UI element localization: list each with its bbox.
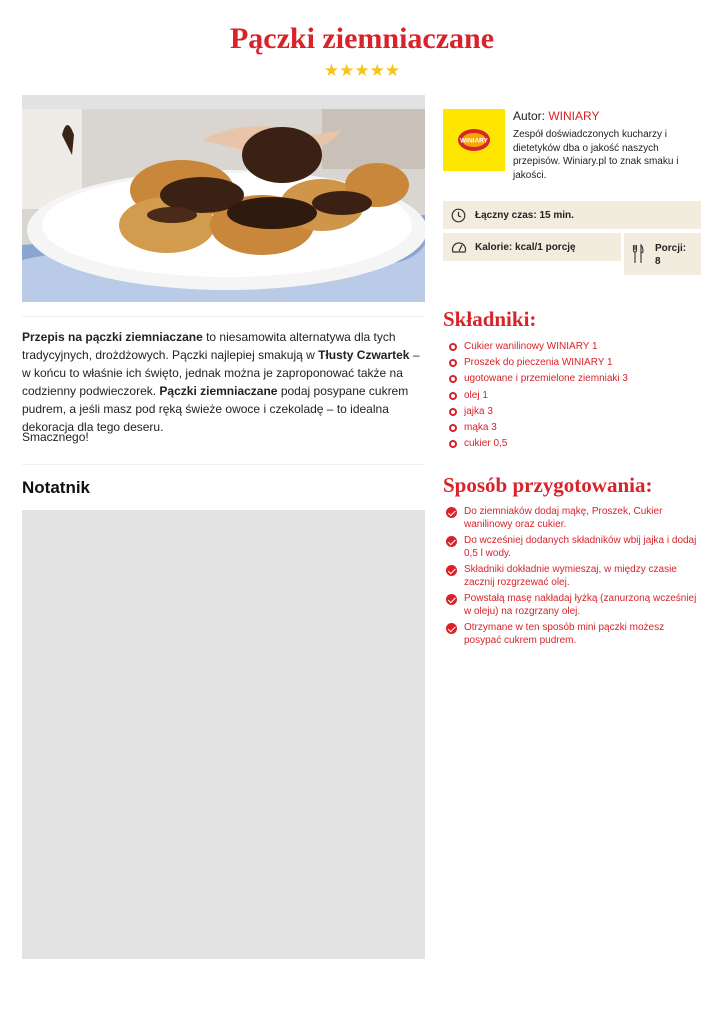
ingredient-item bbox=[449, 438, 628, 454]
star-icon: ★ bbox=[384, 61, 401, 80]
recipe-description bbox=[22, 328, 427, 436]
calories-text: Kalorie: kcal/1 porcję bbox=[475, 242, 576, 253]
step-item bbox=[446, 564, 704, 589]
description-text-2: – w końcu to właśnie ich święto, jednak można je zaproponować także na codzienny podwieczorek. bbox=[22, 348, 420, 398]
ingredient-text: Proszek do pieczenia WINIARY 1 bbox=[464, 357, 613, 369]
portions-value: 8 bbox=[655, 256, 661, 267]
divider bbox=[22, 464, 425, 465]
ingredient-item bbox=[449, 373, 628, 389]
ingredients-heading: Składniki: bbox=[443, 307, 537, 331]
bullet-icon bbox=[449, 359, 457, 367]
cutlery-icon bbox=[632, 244, 644, 264]
portions-box bbox=[624, 233, 701, 275]
steps-heading: Sposób przygotowania: bbox=[443, 473, 653, 497]
ingredient-item bbox=[449, 422, 628, 438]
author-description: Zespół doświadczonych kucharzy i dietetyków dba o jakość naszych przepisów. Winiary.pl to znak smaku i jakości. bbox=[513, 129, 679, 181]
rating-stars bbox=[0, 62, 724, 81]
step-item bbox=[446, 535, 704, 560]
ingredient-item bbox=[449, 390, 628, 406]
author-label-text: Autor: bbox=[513, 109, 549, 123]
ingredient-text: olej 1 bbox=[464, 389, 488, 401]
bullet-icon bbox=[449, 375, 457, 383]
closing-text: Smacznego! bbox=[22, 430, 89, 444]
bullet-icon bbox=[449, 392, 457, 400]
star-icon: ★ bbox=[369, 61, 385, 80]
author-label bbox=[513, 109, 599, 123]
description-text-3: podaj posypane cukrem pudrem, a jeśli masz pod ręką świeże owoce i czekoladę – to idealna dekoracja dla tego deseru. bbox=[22, 384, 409, 434]
ingredient-text: mąka 3 bbox=[464, 421, 497, 433]
check-icon bbox=[446, 594, 457, 605]
portions-label: Porcji: bbox=[655, 243, 687, 254]
description-bold-3: Pączki ziemniaczane bbox=[159, 384, 278, 398]
divider bbox=[22, 316, 425, 317]
calories-box bbox=[443, 233, 621, 261]
total-time-text: Łączny czas: 15 min. bbox=[475, 210, 574, 221]
description-bold-1: Przepis na pączki ziemniaczane bbox=[22, 330, 203, 344]
gauge-icon bbox=[451, 240, 467, 254]
step-text: Otrzymane w ten sposób mini pączki możesz posypać cukrem pudrem. bbox=[464, 622, 665, 646]
description-text-1: to niesamowita alternatywa dla tych tradycyjnych, drożdżowych. Pączki najlepiej smakują w bbox=[22, 330, 396, 362]
check-icon bbox=[446, 623, 457, 634]
clock-icon bbox=[451, 208, 466, 223]
logo-text: WINIARY bbox=[460, 137, 488, 145]
star-icon: ★ bbox=[354, 61, 370, 80]
ingredient-text: ugotowane i przemielone ziemniaki 3 bbox=[464, 373, 628, 385]
ingredient-item bbox=[449, 357, 628, 373]
bullet-icon bbox=[449, 440, 457, 448]
star-icon: ★ bbox=[323, 61, 340, 80]
step-item bbox=[446, 622, 704, 647]
step-item bbox=[446, 593, 704, 618]
bullet-icon bbox=[449, 343, 457, 351]
step-text: Do wcześniej dodanych składników wbij jajka i dodaj 0,5 l wody. bbox=[464, 535, 697, 559]
check-icon bbox=[446, 507, 457, 518]
author-name-link[interactable]: WINIARY bbox=[548, 109, 600, 123]
portions-text bbox=[655, 242, 686, 268]
step-item bbox=[446, 506, 704, 531]
bullet-icon bbox=[449, 424, 457, 432]
ingredient-item bbox=[449, 341, 628, 357]
ingredient-item bbox=[449, 406, 628, 422]
star-icon: ★ bbox=[339, 61, 355, 80]
step-text: Składniki dokładnie wymieszaj, w między czasie zacznij rozgrzewać olej. bbox=[464, 564, 677, 588]
step-text: Do ziemniaków dodaj mąkę, Proszek, Cukier wanilinowy oraz cukier. bbox=[464, 506, 663, 530]
notes-heading: Notatnik bbox=[22, 478, 90, 497]
ingredient-text: jajka 3 bbox=[464, 405, 493, 417]
total-time-box bbox=[443, 201, 701, 229]
step-text: Powstałą masę nakładaj łyżką (zanurzoną wcześniej w oleju) na rozgrzany olej. bbox=[464, 593, 697, 617]
description-bold-2: Tłusty Czwartek bbox=[318, 348, 410, 362]
ingredient-text: Cukier wanilinowy WINIARY 1 bbox=[464, 341, 598, 352]
bullet-icon bbox=[449, 408, 457, 416]
recipe-photo bbox=[22, 95, 425, 302]
winiary-logo bbox=[443, 109, 505, 171]
ingredients-list bbox=[449, 341, 628, 454]
check-icon bbox=[446, 565, 457, 576]
check-icon bbox=[446, 536, 457, 547]
notes-area[interactable] bbox=[22, 510, 425, 959]
recipe-title: Pączki ziemniaczane bbox=[229, 22, 495, 55]
ingredient-text: cukier 0,5 bbox=[464, 438, 508, 450]
steps-list bbox=[446, 506, 704, 651]
